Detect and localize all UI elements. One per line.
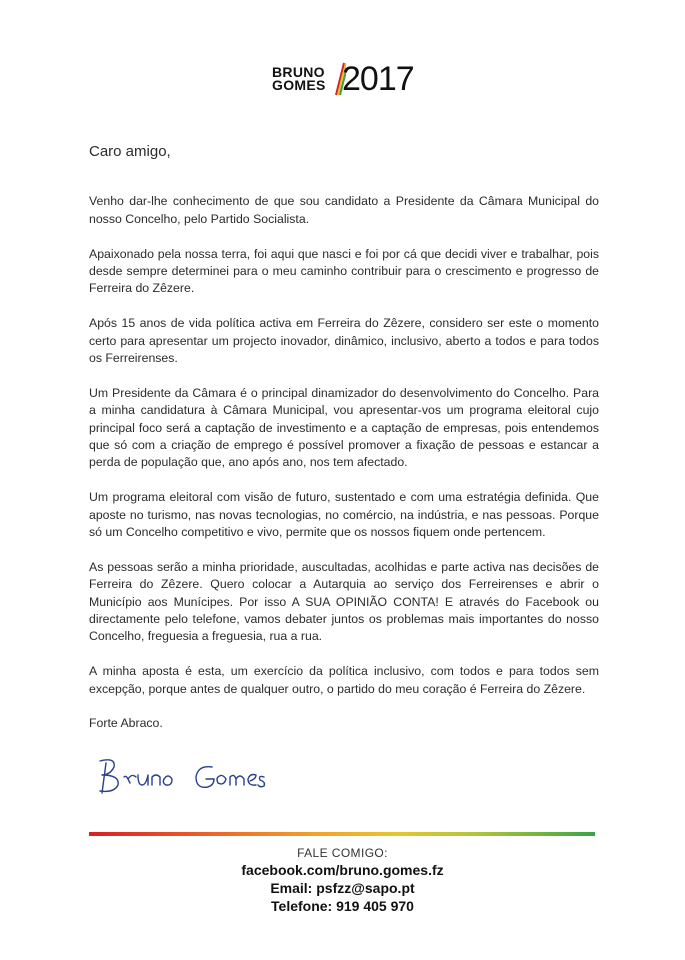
logo-first-name: BRUNO (272, 64, 325, 80)
letter-paragraph: Apaixonado pela nossa terra, foi aqui que nasci e foi por cá que decidi viver e trabalhar, pois desde sempre determinei para o meu caminho contribuir para o crescimento e progresso de Ferreira do Zêzere. (89, 246, 599, 296)
logo-year: 2017 (342, 60, 414, 98)
campaign-logo (272, 60, 412, 100)
letter-paragraph: Venho dar-lhe conhecimento de que sou candidato a Presidente da Câmara Municipal do nosso Concelho, pelo Partido Socialista. (89, 194, 599, 226)
letter-greeting: Caro amigo, (89, 143, 171, 160)
logo-names (272, 66, 326, 92)
phone-number[interactable]: Telefone: 919 405 970 (271, 898, 414, 914)
letter-paragraph: As pessoas serão a minha prioridade, auscultadas, acolhidas e parte activa nas decisões de Ferreira do Zêzere. Quero colocar a Autarquia ao serviço dos Ferreirenses e abrir o Município aos Munícipes. Por isso A SUA OPINIÃO CONTA! E através do Facebook ou directamente pelo telefone, vamos debater juntos os problemas mais importantes do nosso Concelho, freguesia a freguesia, rua a rua. (89, 559, 599, 644)
rainbow-divider (89, 832, 595, 836)
facebook-link[interactable]: facebook.com/bruno.gomes.fz (241, 862, 444, 878)
handwritten-signature (94, 753, 294, 798)
letter-closing: Forte Abraco. (89, 716, 163, 731)
letter-paragraph: Após 15 anos de vida política activa em Ferreira do Zêzere, considero ser este o momento certo para apresentar um projecto inovador, dinâmico, inclusivo, aberto a todos e para todos os Ferreirenses. (89, 316, 599, 366)
email-link[interactable]: Email: psfzz@sapo.pt (270, 880, 415, 896)
contact-footer (0, 845, 685, 915)
logo-last-name: GOMES (272, 77, 326, 93)
letter-paragraph: Um programa eleitoral com visão de futuro, sustentado e com uma estratégia definida. Que aposte no turismo, nas novas tecnologias, no comércio, na indústria, e nas pessoas. Porque só um Concelho competitivo e vivo, permite que os nossos fiquem onde pertencem. (89, 490, 599, 540)
contact-label: FALE COMIGO: (297, 846, 388, 860)
letter-paragraph: Um Presidente da Câmara é o principal dinamizador do desenvolvimento do Concelho. Para a minha candidatura à Câmara Municipal, vou apresentar-vos um programa eleitoral cujo principal foco será a captação de investimento e a captação de empresas, pois entendemos que só com a criação de emprego é possível promover a fixação de pessoas e estancar a perda de população que, ano após ano, nos tem afectado. (89, 385, 599, 470)
letter-body (89, 143, 599, 733)
letter-paragraph: A minha aposta é esta, um exercício da política inclusivo, com todos e para todos sem excepção, porque antes de qualquer outro, o partido do meu coração é Ferreira do Zêzere. (89, 664, 599, 696)
